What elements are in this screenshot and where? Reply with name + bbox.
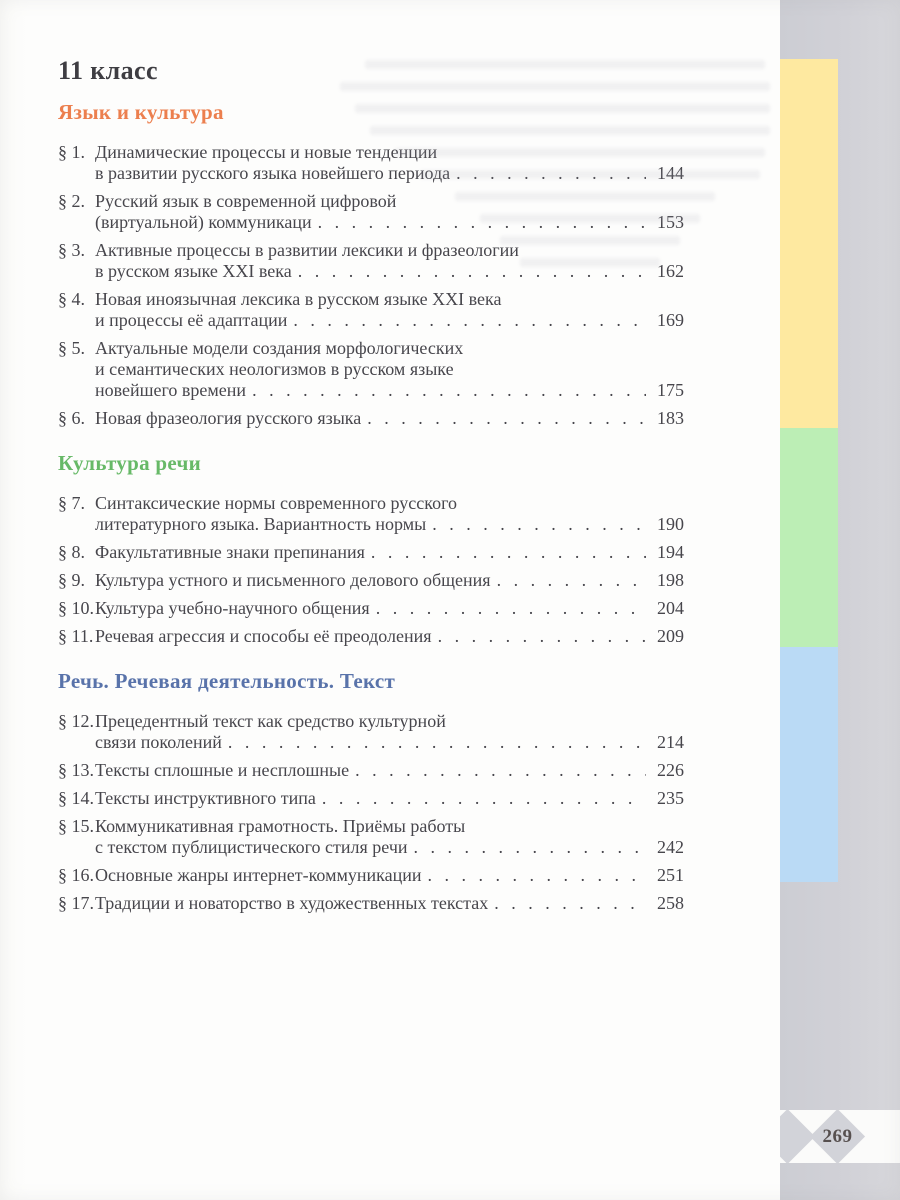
entry-line — [95, 380, 684, 401]
entry-line-text: новейшего времени — [95, 380, 247, 400]
entry-number: § 5. — [58, 338, 85, 358]
entry-line: Прецедентный текст как средство культурной — [95, 711, 446, 731]
entry-page-number: 214 — [657, 732, 684, 752]
section-heading: Речь. Речевая деятельность. Текст — [58, 669, 396, 693]
green-stripe — [780, 428, 838, 647]
entry-line — [95, 865, 684, 886]
entry-page-number: 194 — [657, 542, 684, 562]
entry-page-number: 153 — [657, 212, 684, 232]
entry-line-text: литературного языка. Вариантность нормы — [95, 514, 427, 534]
toc-entry — [58, 816, 684, 858]
toc-entry — [58, 142, 684, 184]
entry-line-text: Речевая агрессия и способы её преодоления — [95, 626, 432, 646]
entry-page-number: 209 — [657, 626, 684, 646]
dot-leader — [298, 261, 646, 282]
entry-line-text: Основные жанры интернет-коммуникации — [95, 865, 422, 885]
entry-line-text: с текстом публицистического стиля речи — [95, 837, 408, 857]
toc-entry — [58, 289, 684, 331]
entry-body — [95, 191, 684, 233]
entry-line-text: связи поколений — [95, 732, 222, 752]
entry-line: Русский язык в современной цифровой — [95, 191, 397, 211]
entry-line-text: Традиции и новаторство в художественных текстах — [95, 893, 489, 913]
entry-line — [95, 261, 684, 282]
entry-page-number: 235 — [657, 788, 684, 808]
entry-body — [95, 142, 684, 184]
entry-line-text: в развитии русского языка новейшего периода — [95, 163, 451, 183]
entry-number: § 15. — [58, 816, 94, 836]
toc-entry — [58, 570, 684, 591]
entry-number: § 3. — [58, 240, 85, 260]
entry-body — [95, 865, 684, 886]
entry-line: Актуальные модели создания морфологических — [95, 338, 464, 358]
yellow-stripe — [780, 59, 838, 428]
entry-page-number: 258 — [657, 893, 684, 913]
dot-leader — [456, 163, 646, 184]
entry-line — [95, 408, 684, 429]
entry-line — [95, 626, 684, 647]
toc-entry — [58, 493, 684, 535]
entry-line: Синтаксические нормы современного русского — [95, 493, 458, 513]
dot-leader — [371, 542, 646, 563]
entry-line-text: Культура устного и письменного делового общения — [95, 570, 491, 590]
entry-body — [95, 598, 684, 619]
entry-line-text: Тексты сплошные и несплошные — [95, 760, 350, 780]
entry-line: Динамические процессы и новые тенденции — [95, 142, 438, 162]
entry-line — [95, 542, 684, 563]
entry-body — [95, 493, 684, 535]
page-title: 11 класс — [58, 56, 158, 85]
blue-stripe — [780, 647, 838, 882]
entry-line — [95, 732, 684, 753]
entry-line — [95, 570, 684, 591]
entry-line — [95, 893, 684, 914]
toc-entry — [58, 542, 684, 563]
entry-line: и семантических неологизмов в русском языке — [95, 359, 454, 379]
entry-number: § 2. — [58, 191, 85, 211]
entry-line — [95, 760, 684, 781]
entry-page-number: 183 — [657, 408, 684, 428]
entry-body — [95, 338, 684, 401]
entry-number: § 16. — [58, 865, 94, 885]
dot-leader — [428, 865, 647, 886]
entry-number: § 8. — [58, 542, 85, 562]
entry-line — [95, 310, 684, 331]
entry-page-number: 162 — [657, 261, 684, 281]
entry-line-text: Тексты инструктивного типа — [95, 788, 316, 808]
dot-leader — [318, 212, 646, 233]
entry-line-text: (виртуальной) коммуникаци — [95, 212, 312, 232]
toc-entry — [58, 338, 684, 401]
entry-line — [95, 514, 684, 535]
entry-body — [95, 760, 684, 781]
dot-leader — [414, 837, 646, 858]
entry-number: § 11. — [58, 626, 94, 646]
entry-line-text: Факультативные знаки препинания — [95, 542, 365, 562]
section-heading: Культура речи — [58, 451, 202, 475]
toc-entry — [58, 191, 684, 233]
entry-line-text: и процессы её адаптации — [95, 310, 288, 330]
entry-page-number: 251 — [657, 865, 684, 885]
dot-leader — [293, 310, 646, 331]
toc-entry — [58, 865, 684, 886]
footer-band — [780, 1110, 900, 1163]
entry-line — [95, 598, 684, 619]
entry-number: § 17. — [58, 893, 94, 913]
entry-number: § 9. — [58, 570, 85, 590]
dot-leader — [228, 732, 646, 753]
entry-number: § 1. — [58, 142, 85, 162]
entry-number: § 7. — [58, 493, 85, 513]
entry-number: § 14. — [58, 788, 94, 808]
page-number-diamond — [810, 1110, 865, 1163]
entry-line — [95, 788, 684, 809]
entry-page-number: 175 — [657, 380, 684, 400]
dot-leader — [497, 570, 646, 591]
entry-body — [95, 240, 684, 282]
entry-body — [95, 289, 684, 331]
toc-entry — [58, 626, 684, 647]
entry-number: § 6. — [58, 408, 85, 428]
toc-entry — [58, 893, 684, 914]
entry-page-number: 190 — [657, 514, 684, 534]
page-edge-backdrop — [780, 0, 900, 1200]
page-number: 269 — [822, 1125, 853, 1147]
entry-number: § 10. — [58, 598, 94, 618]
entry-number: § 13. — [58, 760, 94, 780]
toc-entry — [58, 240, 684, 282]
entry-line: Активные процессы в развитии лексики и фразеологии — [95, 240, 519, 260]
section-heading: Язык и культура — [58, 100, 224, 124]
entry-body — [95, 542, 684, 563]
entry-number: § 4. — [58, 289, 85, 309]
entry-body — [95, 893, 684, 914]
entry-body — [95, 711, 684, 753]
entry-page-number: 204 — [657, 598, 684, 618]
toc-entry — [58, 598, 684, 619]
entry-body — [95, 788, 684, 809]
entry-line: Новая иноязычная лексика в русском языке XXI века — [95, 289, 502, 309]
entry-body — [95, 816, 684, 858]
entry-page-number: 226 — [657, 760, 684, 780]
entry-body — [95, 570, 684, 591]
entry-line-text: Культура учебно-научного общения — [95, 598, 370, 618]
entry-line-text: в русском языке XXI века — [95, 261, 292, 281]
table-of-contents — [58, 100, 684, 914]
toc-entry — [58, 408, 684, 429]
dot-leader — [355, 760, 646, 781]
entry-number: § 12. — [58, 711, 94, 731]
toc-entry — [58, 788, 684, 809]
entry-line — [95, 837, 684, 858]
dot-leader — [376, 598, 646, 619]
entry-line — [95, 163, 684, 184]
dot-leader — [432, 514, 646, 535]
toc-entry — [58, 711, 684, 753]
entry-body — [95, 408, 684, 429]
entry-body — [95, 626, 684, 647]
toc-entry — [58, 760, 684, 781]
dot-leader — [322, 788, 646, 809]
entry-line-text: Новая фразеология русского языка — [95, 408, 362, 428]
entry-line — [95, 212, 684, 233]
entry-page-number: 169 — [657, 310, 684, 330]
entry-page-number: 198 — [657, 570, 684, 590]
entry-page-number: 144 — [657, 163, 684, 183]
dot-leader — [438, 626, 646, 647]
dot-leader — [367, 408, 646, 429]
dot-leader — [252, 380, 646, 401]
entry-page-number: 242 — [657, 837, 684, 857]
entry-line: Коммуникативная грамотность. Приёмы работы — [95, 816, 466, 836]
dot-leader — [494, 893, 646, 914]
